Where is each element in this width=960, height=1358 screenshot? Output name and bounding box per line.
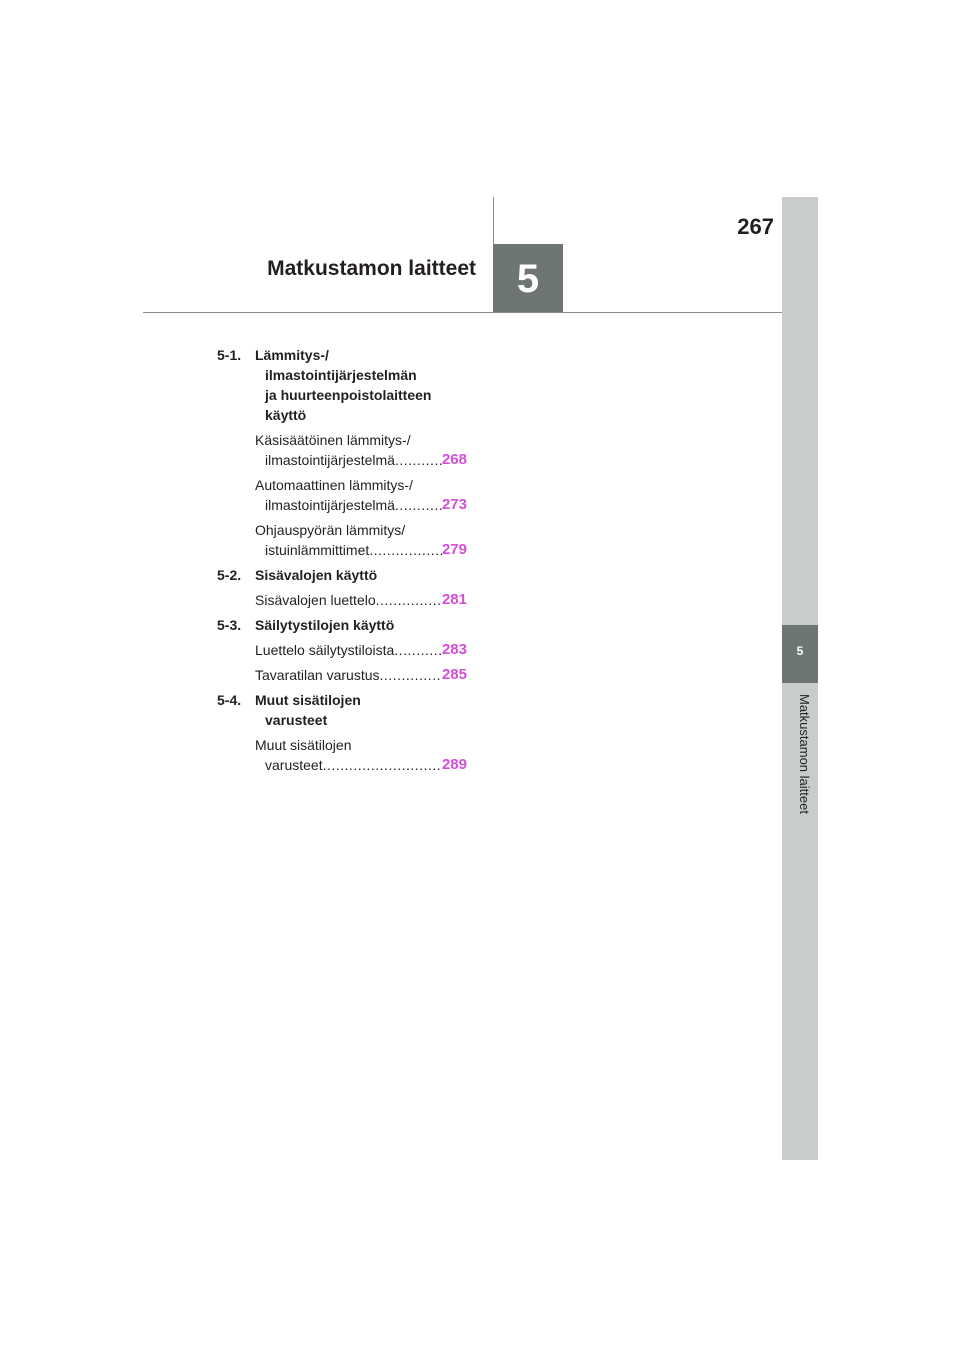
dot-leader (323, 755, 442, 775)
toc-entry-text-cont: ilmastointijärjestelmä (265, 497, 395, 513)
toc-entry-text: Sisävalojen luettelo (255, 592, 376, 608)
side-tab-number: 5 (796, 644, 804, 658)
side-tab-label: Matkustamon laitteet (797, 694, 812, 814)
dot-leader (394, 640, 442, 660)
toc-entry-text: Luettelo säilytystiloista (255, 642, 395, 658)
header-divider (143, 312, 782, 313)
table-of-contents (217, 345, 467, 775)
page-link[interactable]: 281 (441, 591, 467, 608)
toc-entry[interactable] (217, 520, 467, 560)
page-link[interactable]: 289 (441, 756, 467, 773)
page-number: 267 (737, 214, 774, 239)
toc-entry-text-cont: ilmastointijärjestelmä (265, 452, 395, 468)
toc-section-number: 5-1. (217, 347, 242, 363)
toc-entry[interactable] (217, 590, 467, 610)
toc-section-title: Lämmitys-/ ilmastointijärjestelmän ja huurteenpoistolaitteen käyttö (255, 347, 432, 423)
dot-leader (380, 665, 442, 685)
toc-section (217, 345, 467, 425)
toc-entry-text-cont: istuinlämmittimet (265, 542, 370, 558)
toc-section (217, 615, 467, 635)
dot-leader (395, 495, 442, 515)
toc-entry-text: Muut sisätilojen (255, 737, 352, 753)
chapter-number: 5 (516, 257, 540, 301)
dot-leader (395, 450, 442, 470)
toc-entry[interactable] (217, 475, 467, 515)
toc-section-title: Sisävalojen käyttö (255, 567, 378, 583)
toc-section-number: 5-2. (217, 567, 242, 583)
toc-section-number: 5-3. (217, 617, 242, 633)
dot-leader (369, 540, 442, 560)
chapter-title: Matkustamon laitteet (267, 257, 476, 280)
toc-section-title: Säilytystilojen käyttö (255, 617, 395, 633)
toc-entry-text: Tavaratilan varustus (255, 667, 380, 683)
page-link[interactable]: 273 (441, 496, 467, 513)
toc-entry-text: Ohjauspyörän lämmitys/ (255, 522, 406, 538)
toc-entry-text: Käsisäätöinen lämmitys-/ (255, 432, 411, 448)
page-link[interactable]: 268 (441, 451, 467, 468)
toc-section-number: 5-4. (217, 692, 242, 708)
page-link[interactable]: 279 (441, 541, 467, 558)
toc-entry-text: Automaattinen lämmitys-/ (255, 477, 413, 493)
toc-entry[interactable] (217, 430, 467, 470)
toc-entry[interactable] (217, 640, 467, 660)
dot-leader (376, 590, 442, 610)
toc-entry-text-cont: varusteet (265, 757, 323, 773)
toc-entry[interactable] (217, 735, 467, 775)
toc-section (217, 565, 467, 585)
page-link[interactable]: 285 (441, 666, 467, 683)
toc-entry[interactable] (217, 665, 467, 685)
toc-section-title: Muut sisätilojen varusteet (255, 692, 361, 728)
page-link[interactable]: 283 (441, 641, 467, 658)
toc-section (217, 690, 467, 730)
